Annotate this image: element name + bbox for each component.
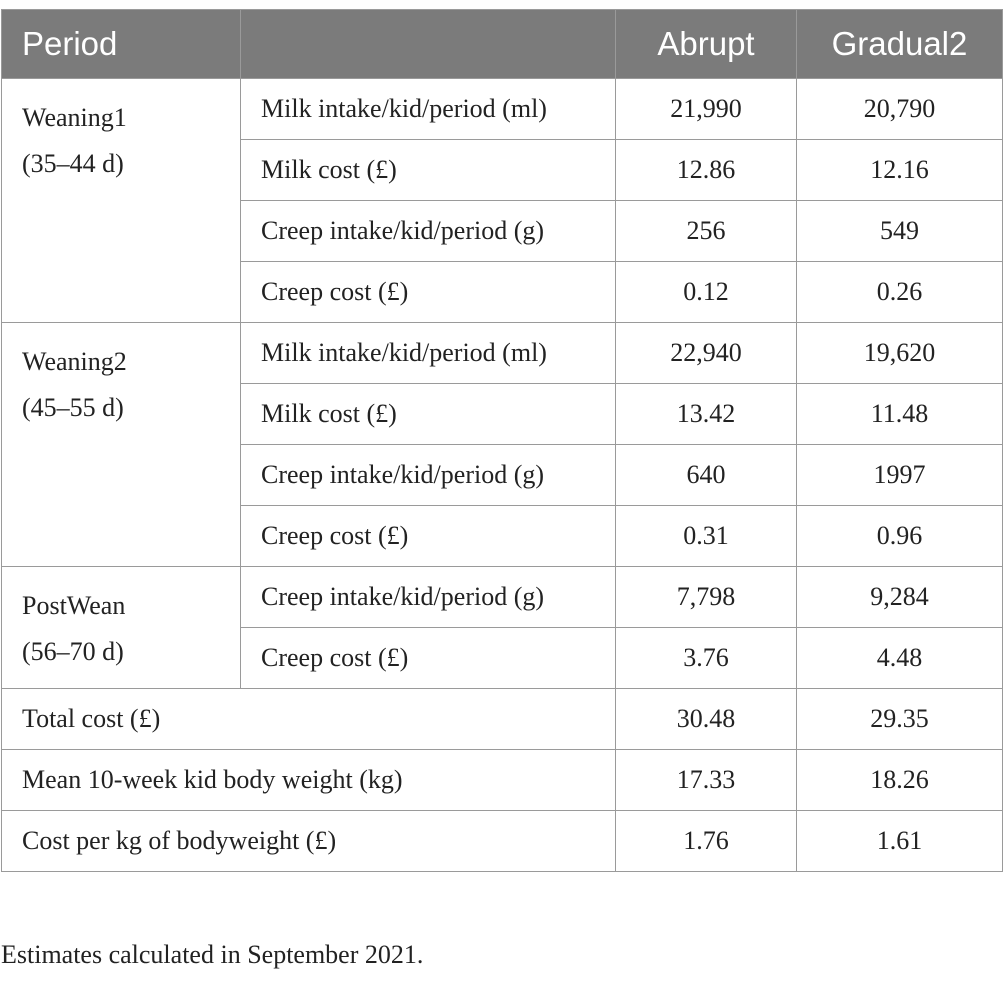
- abrupt-value: 640: [616, 445, 797, 506]
- period-cell: [2, 79, 241, 323]
- header-period: Period: [2, 10, 241, 79]
- gradual-value: 549: [797, 201, 1003, 262]
- summary-label: Cost per kg of bodyweight (£): [2, 811, 616, 872]
- period-range: (35–44 d): [22, 149, 124, 178]
- measure-label: Creep intake/kid/period (g): [241, 445, 616, 506]
- summary-label: Total cost (£): [2, 689, 616, 750]
- measure-label: Creep intake/kid/period (g): [241, 201, 616, 262]
- gradual-value: 11.48: [797, 384, 1003, 445]
- measure-label: Milk cost (£): [241, 140, 616, 201]
- header-abrupt: Abrupt: [616, 10, 797, 79]
- gradual-value: 1.61: [797, 811, 1003, 872]
- abrupt-value: 0.31: [616, 506, 797, 567]
- abrupt-value: 13.42: [616, 384, 797, 445]
- measure-label: Creep cost (£): [241, 628, 616, 689]
- gradual-value: 4.48: [797, 628, 1003, 689]
- gradual-value: 9,284: [797, 567, 1003, 628]
- summary-row: [2, 689, 1003, 750]
- abrupt-value: 7,798: [616, 567, 797, 628]
- abrupt-value: 22,940: [616, 323, 797, 384]
- period-cell: [2, 567, 241, 689]
- period-name: Weaning1: [22, 103, 127, 132]
- gradual-value: 12.16: [797, 140, 1003, 201]
- gradual-value: 0.96: [797, 506, 1003, 567]
- table-footnote: Estimates calculated in September 2021.: [1, 940, 424, 969]
- abrupt-value: 17.33: [616, 750, 797, 811]
- abrupt-value: 12.86: [616, 140, 797, 201]
- measure-label: Creep cost (£): [241, 262, 616, 323]
- abrupt-value: 256: [616, 201, 797, 262]
- period-cell: [2, 323, 241, 567]
- header-row: [2, 10, 1003, 79]
- gradual-value: 1997: [797, 445, 1003, 506]
- period-range: (56–70 d): [22, 637, 124, 666]
- measure-label: Milk cost (£): [241, 384, 616, 445]
- table-row: [2, 323, 1003, 384]
- period-name: PostWean: [22, 591, 126, 620]
- table-row: [2, 79, 1003, 140]
- abrupt-value: 0.12: [616, 262, 797, 323]
- gradual-value: 18.26: [797, 750, 1003, 811]
- abrupt-value: 1.76: [616, 811, 797, 872]
- summary-row: [2, 750, 1003, 811]
- measure-label: Milk intake/kid/period (ml): [241, 79, 616, 140]
- header-gradual: Gradual2: [797, 10, 1003, 79]
- header-measure: [241, 10, 616, 79]
- measure-label: Creep intake/kid/period (g): [241, 567, 616, 628]
- gradual-value: 19,620: [797, 323, 1003, 384]
- abrupt-value: 21,990: [616, 79, 797, 140]
- gradual-value: 0.26: [797, 262, 1003, 323]
- period-name: Weaning2: [22, 347, 127, 376]
- summary-row: [2, 811, 1003, 872]
- measure-label: Creep cost (£): [241, 506, 616, 567]
- gradual-value: 29.35: [797, 689, 1003, 750]
- abrupt-value: 3.76: [616, 628, 797, 689]
- gradual-value: 20,790: [797, 79, 1003, 140]
- abrupt-value: 30.48: [616, 689, 797, 750]
- table-row: [2, 567, 1003, 628]
- cost-table: [1, 9, 1003, 872]
- period-range: (45–55 d): [22, 393, 124, 422]
- measure-label: Milk intake/kid/period (ml): [241, 323, 616, 384]
- summary-label: Mean 10-week kid body weight (kg): [2, 750, 616, 811]
